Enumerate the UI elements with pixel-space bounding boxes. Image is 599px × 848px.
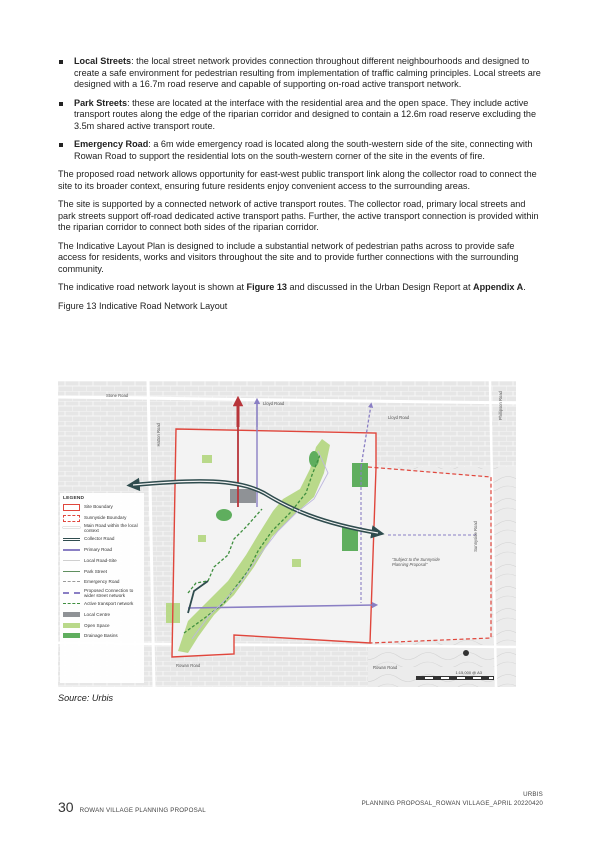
sunnyside-note: "Subject to the Sunnyside Planning Proposal" (392, 557, 440, 567)
footer-right (362, 790, 543, 808)
site-boundary-swatch-icon (63, 503, 80, 510)
legend-label: Main Road within the local context (84, 522, 138, 533)
scale-bar (416, 671, 504, 681)
local-road-swatch-icon (63, 557, 80, 564)
figure-title: Figure 13 Indicative Road Network Layout (58, 300, 228, 311)
main-road-swatch-icon (63, 524, 80, 531)
legend-item-local-road (60, 555, 144, 566)
document-title: ROWAN VILLAGE PLANNING PROPOSAL (79, 807, 206, 814)
text-run: The indicative road network layout is shown at (58, 282, 247, 292)
primary-road-swatch-icon (63, 546, 80, 553)
legend-label: Proposed Connection to wider street network (84, 587, 134, 598)
legend-item-park-street (60, 566, 144, 577)
bullet-term: Emergency Road (74, 139, 149, 149)
legend-label: Open Space (84, 622, 110, 628)
map-label-road: Hatton Road (156, 423, 161, 447)
scale-ruler (416, 676, 494, 681)
bullet-text: : these are located at the interface with the residential area and the open space. They include active transport routes along the edge of the riparian corridor and designed to contain a 12.6m road reserve excluding the 3.5m shared active transport route. (74, 97, 537, 131)
map-label-road: Phillipson Road (498, 391, 503, 421)
legend-list (60, 501, 144, 641)
appendix-link[interactable]: Appendix A (473, 282, 524, 292)
footer-left (58, 799, 206, 815)
legend-label: Sunnyside Boundary (84, 514, 127, 520)
legend-label: Drainage Basins (84, 633, 118, 639)
map-legend (60, 493, 144, 683)
legend-item-emergency-road (60, 577, 144, 588)
park-street-swatch-icon (63, 568, 80, 575)
map-label-road: Lloyd Road (263, 401, 285, 406)
scale-text: 1:15,000 @ A3 (455, 670, 482, 675)
north-arrow-icon (463, 650, 469, 656)
legend-item-open-space (60, 620, 144, 631)
active-transport-swatch-icon (63, 600, 80, 607)
paragraph-figure-reference (58, 282, 544, 294)
company-name: URBIS (523, 791, 543, 798)
figure-link[interactable]: Figure 13 (246, 282, 287, 292)
legend-item-drainage-basins (60, 631, 144, 642)
road-type-list (58, 56, 544, 162)
map-label-road: Rowan Road (176, 663, 201, 668)
legend-title: LEGEND (63, 496, 85, 501)
legend-item-sunnyside-boundary (60, 512, 144, 523)
emergency-road-swatch-icon (63, 578, 80, 585)
legend-item-main-road (60, 523, 144, 534)
legend-label: Emergency Road (84, 579, 120, 585)
list-item (58, 139, 544, 162)
legend-item-proposed-connection (60, 587, 144, 598)
page-number: 30 (58, 799, 74, 815)
road-network-map (58, 381, 516, 687)
drainage-basins-swatch-icon (63, 632, 80, 639)
bullet-text: : the local street network provides connection throughout different neighbourhoods and designed to create a safe environment for pedestrian resulting from implementation of traffic calming principles. Local streets are designed with a 16.7m road reserve and capable of supporting on-road active transport network. (74, 56, 541, 89)
map-label-road: Rowan Road (373, 665, 398, 670)
legend-item-collector-road (60, 533, 144, 544)
bullet-term: Local Streets (74, 56, 132, 66)
text-run: . (523, 282, 526, 292)
document-reference: PLANNING PROPOSAL_ROWAN VILLAGE_APRIL 20220420 (361, 800, 543, 807)
bullet-text: : a 6m wide emergency road is located along the south-western side of the site, connecting with Rowan Road to support the residential lots on the south-western corner of the site in the events of fire. (74, 139, 533, 161)
legend-label: Collector Road (84, 536, 115, 542)
legend-label: Local Centre (84, 611, 111, 617)
legend-item-site-boundary (60, 501, 144, 512)
paragraph-active-transport: The site is supported by a connected network of active transport routes. The collector road, primary local streets and park streets support off-road dedicated active transport paths. Further, the active transport connection is provided within the riparian corridor to connect both sides of the riparian corridor. (58, 199, 539, 232)
legend-item-active-transport (60, 598, 144, 609)
local-centre-swatch-icon (63, 611, 80, 618)
legend-item-primary-road (60, 544, 144, 555)
paragraph-public-transport: The proposed road network allows opportunity for east-west public transport link along the collector road to connect the site to its broader context, ensuring future residents enjoy convenient access to the surrounding areas. (58, 169, 537, 191)
open-space-swatch-icon (63, 622, 80, 629)
map-label-road: Sunnyside Road (473, 521, 478, 552)
list-item (58, 56, 544, 91)
sunnyside-boundary-swatch-icon (63, 514, 80, 521)
map-label-road: Stone Road (106, 393, 129, 398)
legend-label: Primary Road (84, 547, 113, 553)
proposed-connection-swatch-icon (63, 589, 80, 596)
paragraph-pedestrian: The Indicative Layout Plan is designed to include a substantial network of pedestrian paths across to provide safe access for residents, works and visitors throughout the site and to provide further connections with the surrounding community. (58, 240, 519, 274)
figure-source: Source: Urbis (58, 693, 114, 703)
bullet-term: Park Streets (74, 97, 128, 108)
legend-label: Site Boundary (84, 503, 113, 509)
legend-label: Local Road-Site (84, 557, 117, 563)
collector-road-swatch-icon (63, 535, 80, 542)
list-item (58, 98, 544, 133)
text-run: and discussed in the Urban Design Report at (286, 282, 474, 292)
legend-label: Park Street (84, 568, 107, 574)
map-label-road: Lloyd Road (388, 415, 410, 420)
legend-label: Active transport network (84, 601, 134, 607)
body-content (58, 56, 544, 317)
legend-item-local-centre (60, 609, 144, 620)
